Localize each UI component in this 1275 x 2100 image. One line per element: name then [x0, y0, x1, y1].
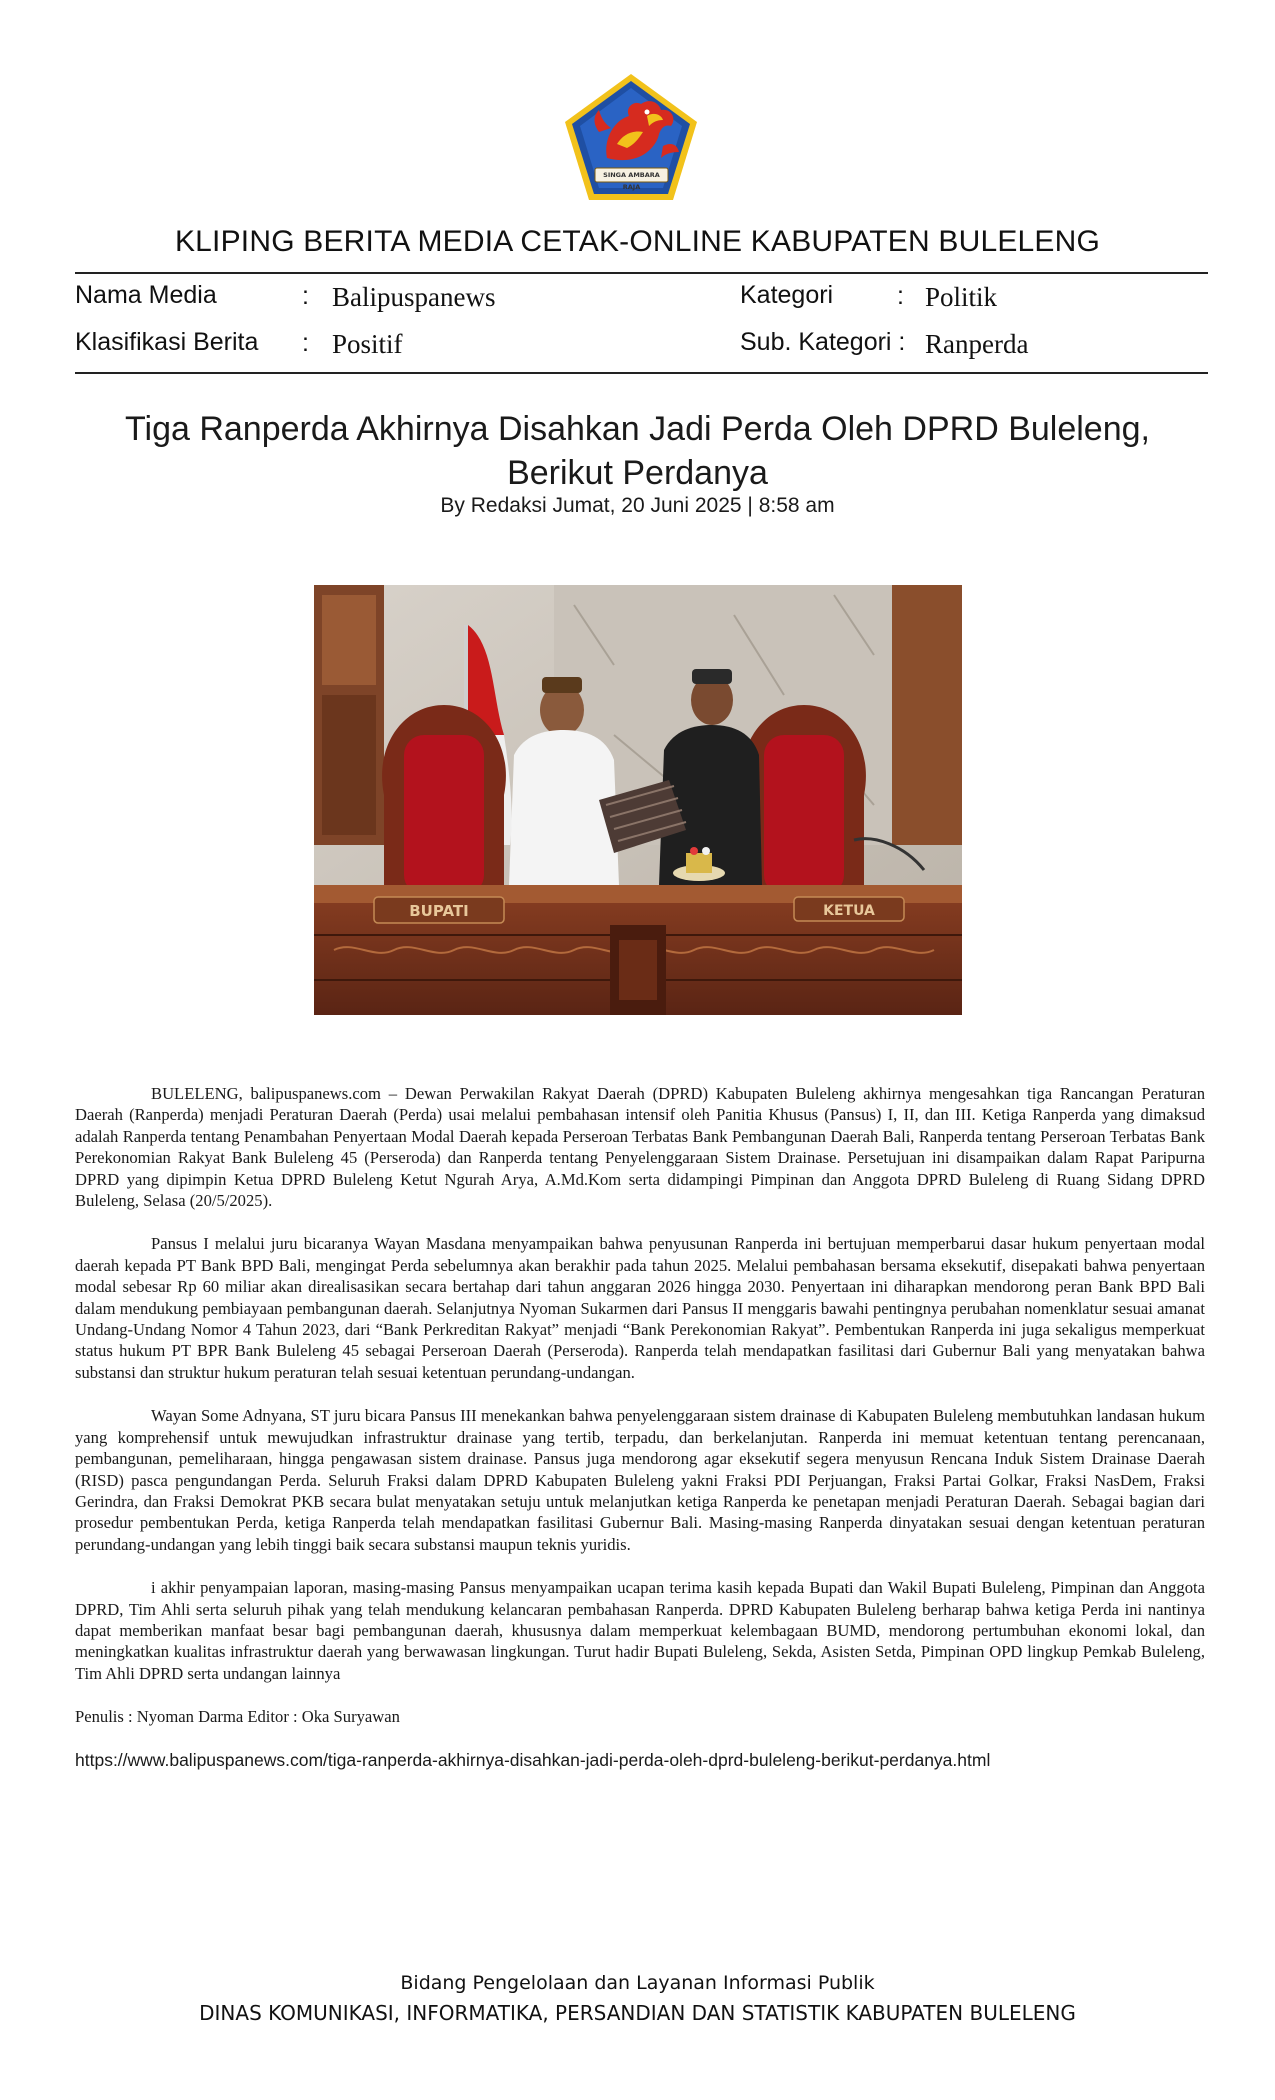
sub-kategori-label: Sub. Kategori : — [740, 328, 906, 356]
nama-media-colon: : — [302, 282, 309, 310]
kategori-colon: : — [897, 282, 904, 310]
masthead-title: KLIPING BERITA MEDIA CETAK-ONLINE KABUPATEN BULELENG — [174, 225, 1101, 258]
article-source-url: https://www.balipuspanews.com/tiga-ranperda-akhirnya-disahkan-jadi-perda-oleh-dprd-buleleng-berikut-perdanya.html — [75, 1749, 991, 1770]
masthead-divider-top — [75, 272, 1208, 274]
article-paragraph-2: Pansus I melalui juru bicaranya Wayan Masdana menyampaikan bahwa penyusunan Ranperda ini bertujuan memperbarui dasar hukum penyertaan modal daerah kepada PT Bank BPD Bali, mengingat Perda sebelumnya akan berakhir pada tahun 2025. Melalui pembahasan bersama eksekutif, disepakati bahwa penyertaan modal sebesar Rp 60 miliar akan direalisasikan secara bertahap dari tahun anggaran 2026 hingga 2030. Penyertaan ini diharapkan mendorong peran Bank BPD Bali dalam mendukung pembiayaan pembangunan daerah. Selanjutnya Nyoman Sukarmen dari Pansus II menggaris bawahi pentingnya perubahan nomenklatur sesuai amanat Undang-Undang Nomor 4 Tahun 2023, dari “Bank Perkreditan Rakyat” menjadi “Bank Perekonomian Rakyat”. Pembentukan Ranperda ini juga sekaligus memperkuat status hukum PT BPR Bank Buleleng 45 sebagai Perseroan Daerah (Perseroda). Ranperda telah mendapatkan fasilitasi dari Gubernur Bali yang menyatakan bahwa substansi dan struktur hukum peraturan telah sesuai ketentuan perundang-undangan. — [75, 1234, 1205, 1382]
article-paragraph-3: Wayan Some Adnyana, ST juru bicara Pansus III menekankan bahwa penyelenggaraan sistem drainase di Kabupaten Buleleng membutuhkan landasan hukum yang komprehensif untuk mewujudkan infrastruktur drainase yang tertib, terpadu, dan berkelanjutan. Ranperda ini memuat ketentuan tentang perencanaan, pembangunan, pemeliharaan, hingga pengawasan sistem drainase. Pansus juga mendorong agar eksekutif segera menyusun Rencana Induk Sistem Drainase Daerah (RISD) pasca pengundangan Perda. Seluruh Fraksi dalam DPRD Kabupaten Buleleng yakni Fraksi PDI Perjuangan, Fraksi Partai Golkar, Fraksi NasDem, Fraksi Gerindra, dan Fraksi Demokrat PKB secara bulat menyatakan setuju untuk melanjutkan ketiga Ranperda ke penetapan menjadi Peraturan Daerah. Sebagai bagian dari prosedur pembentukan Perda, ketiga Ranperda telah mendapatkan fasilitasi Gubernur Bali. Masing-masing Ranperda dinyatakan sesuai dengan ketentuan peraturan perundang-undangan yang lebih tinggi baik secara substansi maupun teknis yuridis. — [75, 1406, 1205, 1554]
klasifikasi-colon: : — [302, 329, 309, 357]
headline-line-2: Berikut Perdanya — [507, 454, 768, 492]
headline-line-1: Tiga Ranperda Akhirnya Disahkan Jadi Perda Oleh DPRD Buleleng, — [125, 410, 1150, 448]
footer-department-line: Bidang Pengelolaan dan Layanan Informasi Publik — [400, 1972, 875, 1994]
emblem-motto: SINGA AMBARA RAJA — [603, 171, 660, 191]
kategori-value: Politik — [925, 282, 998, 312]
klasifikasi-label: Klasifikasi Berita — [75, 328, 259, 356]
article-paragraph-4: i akhir penyampaian laporan, masing-masing Pansus menyampaikan ucapan terima kasih kepada Bupati dan Wakil Bupati Buleleng, Pimpinan dan Anggota DPRD, Tim Ahli serta seluruh pihak yang telah mendukung kelancaran pembahasan Ranperda. DPRD Kabupaten Buleleng berharap bahwa ketiga Perda ini nantinya dapat memberikan manfaat besar bagi pembangunan daerah, khususnya dalam memperkuat kelembagaan BUMD, mendorong pertumbuhan ekonomi lokal, dan meningkatkan kualitas infrastruktur daerah yang berwawasan lingkungan. Turut hadir Bupati Buleleng, Sekda, Asisten Setda, Pimpinan OPD lingkup Pemkab Buleleng, Tim Ahli DPRD serta undangan lainnya — [75, 1578, 1205, 1683]
sub-kategori-value: Ranperda — [925, 329, 1029, 359]
dprd-handover-photo — [314, 585, 962, 1015]
article-headline — [100, 407, 1175, 495]
nama-media-value: Balipuspanews — [332, 282, 496, 312]
article-photo — [314, 585, 962, 1015]
nama-media-label: Nama Media — [75, 281, 217, 309]
article-body — [75, 1083, 1205, 1793]
bupati-desk-label: BUPATI — [409, 902, 469, 920]
kategori-label: Kategori — [740, 281, 834, 309]
klasifikasi-value: Positif — [332, 329, 403, 359]
meta-divider-bottom — [75, 372, 1208, 374]
article-byline: By Redaksi Jumat, 20 Juni 2025 | 8:58 am — [440, 494, 835, 517]
article-credits: Penulis : Nyoman Darma Editor : Oka Suryawan — [75, 1707, 400, 1727]
footer-agency-line: DINAS KOMUNIKASI, INFORMATIKA, PERSANDIAN DAN STATISTIK KABUPATEN BULELENG — [199, 2001, 1076, 2025]
ketua-desk-label: KETUA — [823, 903, 875, 919]
article-paragraph-1: BULELENG, balipuspanews.com – Dewan Perwakilan Rakyat Daerah (DPRD) Kabupaten Buleleng akhirnya mengesahkan tiga Rancangan Peraturan Daerah (Ranperda) menjadi Peraturan Daerah (Perda) usai melalui pembahasan intensif oleh Panitia Khusus (Pansus) I, II, dan III. Ketiga Ranperda yang dimaksud adalah Ranperda tentang Penambahan Penyertaan Modal Daerah kepada Perseroan Terbatas Bank Pembangunan Daerah Bali, Ranperda tentang Perseroan Terbatas Bank Perekonomian Rakyat Bank Buleleng 45 (Perseroda) dan Ranperda tentang Penyelenggaraan Sistem Drainase. Persetujuan ini disampaikan dalam Rapat Paripurna DPRD yang dipimpin Ketua DPRD Buleleng Ketut Ngurah Arya, A.Md.Kom serta didampingi Pimpinan dan Anggota DPRD Buleleng di Ruang Sidang DPRD Buleleng, Selasa (20/5/2025). — [75, 1084, 1205, 1211]
regency-emblem-logo — [563, 72, 700, 202]
